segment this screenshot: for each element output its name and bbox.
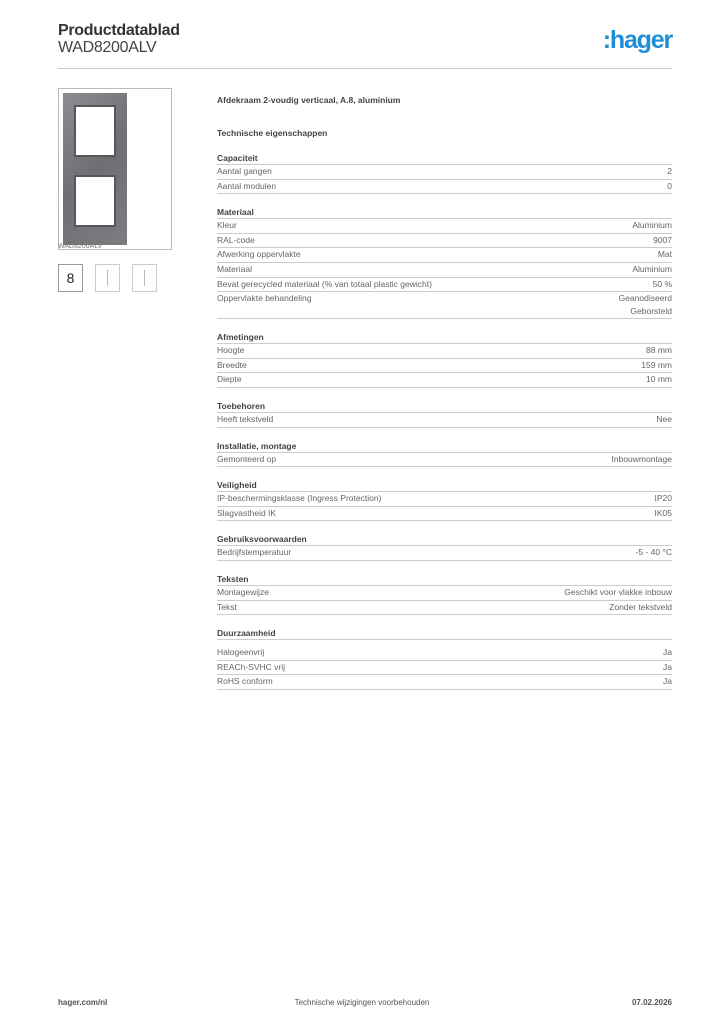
- frame-opening: [74, 175, 116, 227]
- spec-section: [217, 627, 672, 690]
- spec-label: Tekst: [217, 601, 237, 612]
- spec-section: [217, 206, 672, 319]
- spec-value: Geschikt voor vlakke inbouw: [564, 586, 672, 597]
- spec-section: [217, 533, 672, 561]
- spec-row: [217, 165, 672, 180]
- spec-label: Halogeenvrij: [217, 647, 265, 658]
- spec-value: Zonder tekstveld: [609, 601, 672, 612]
- spec-value: 159 mm: [641, 359, 672, 370]
- spec-row: [217, 675, 672, 690]
- spec-value: 88 mm: [646, 345, 672, 356]
- section-heading: Veiligheid: [217, 479, 672, 492]
- page-title: Productdatablad: [58, 22, 180, 39]
- spec-section: [217, 400, 672, 428]
- header-divider: [58, 68, 672, 69]
- spec-value: IK05: [654, 507, 672, 518]
- spec-value: IP20: [654, 493, 672, 504]
- spec-row: [217, 586, 672, 601]
- spec-row: [217, 646, 672, 661]
- spec-row: [217, 248, 672, 263]
- spec-row: [217, 546, 672, 561]
- section-heading: Capaciteit: [217, 152, 672, 165]
- spec-value: 50 %: [652, 278, 672, 289]
- spec-value: Geanodiseerd Geborsteld: [618, 293, 672, 317]
- spec-row: [217, 359, 672, 374]
- spec-row: [217, 219, 672, 234]
- tech-heading: Technische eigenschappen: [217, 128, 328, 138]
- spec-value: Ja: [663, 676, 672, 687]
- spec-label: IP-beschermingsklasse (Ingress Protection): [217, 493, 382, 504]
- spec-label: RoHS conform: [217, 676, 273, 687]
- spec-row: [217, 278, 672, 293]
- section-heading: Gebruiksvoorwaarden: [217, 533, 672, 546]
- spec-section: [217, 479, 672, 521]
- frame-opening: [74, 105, 116, 157]
- spec-row: [217, 263, 672, 278]
- thumbnail-side-2[interactable]: [132, 264, 157, 292]
- spec-label: Materiaal: [217, 263, 252, 274]
- spec-row: [217, 492, 672, 507]
- spec-label: Diepte: [217, 374, 242, 385]
- spec-label: Afwerking oppervlakte: [217, 249, 301, 260]
- spec-label: Aantal modulen: [217, 180, 277, 191]
- spec-content: [217, 95, 672, 690]
- product-image: [58, 88, 172, 250]
- spec-value: Nee: [656, 413, 672, 424]
- spec-row: [217, 507, 672, 522]
- spec-value: Ja: [663, 661, 672, 672]
- spec-label: Gemonteerd op: [217, 453, 277, 464]
- spec-section: [217, 331, 672, 388]
- section-heading: Afmetingen: [217, 331, 672, 344]
- spec-label: REACh-SVHC vrij: [217, 661, 286, 672]
- spec-row: [217, 373, 672, 388]
- thumbnail-front[interactable]: [58, 264, 83, 292]
- spec-label: Bevat gerecycled materiaal (% van totaal plastic gewicht): [217, 278, 432, 289]
- thumbnail-label: 8: [66, 270, 75, 286]
- spec-row: [217, 601, 672, 616]
- thumbnail-side[interactable]: [95, 264, 120, 292]
- spec-section: [217, 440, 672, 468]
- spec-value: Ja: [663, 647, 672, 658]
- thumbnail-strip: [58, 264, 157, 292]
- section-heading: Installatie, montage: [217, 440, 672, 453]
- hager-logo: :hager: [602, 26, 672, 54]
- spec-label: Breedte: [217, 359, 247, 370]
- spec-label: RAL-code: [217, 234, 255, 245]
- spec-label: Bedrijfstemperatuur: [217, 547, 292, 558]
- footer-disclaimer: Technische wijzigingen voorbehouden: [294, 998, 430, 1007]
- spec-value: Aluminium: [632, 263, 672, 274]
- spec-value: 9007: [653, 234, 672, 245]
- spec-value: 0: [667, 180, 672, 191]
- cover-frame-picture: [63, 93, 127, 245]
- spec-row: [217, 413, 672, 428]
- spec-sections: [217, 152, 672, 690]
- spec-label: Kleur: [217, 220, 237, 231]
- side-view-icon: [144, 270, 145, 286]
- spec-value: -5 - 40 °C: [635, 547, 672, 558]
- spec-row: [217, 180, 672, 195]
- spec-label: Oppervlakte behandeling: [217, 293, 312, 304]
- spec-row: [217, 453, 672, 468]
- footer-date: 07.02.2026: [631, 998, 672, 1007]
- spec-row: [217, 234, 672, 249]
- section-heading: Duurzaamheid: [217, 627, 672, 640]
- spec-label: Montagewijze: [217, 586, 269, 597]
- spec-label: Slagvastheid IK: [217, 507, 277, 518]
- side-view-icon: [107, 270, 108, 286]
- spec-row: [217, 292, 672, 319]
- spec-section: [217, 152, 672, 194]
- section-heading: Toebehoren: [217, 400, 672, 413]
- spec-label: Heeft tekstveld: [217, 413, 274, 424]
- spec-value: Aluminium: [632, 220, 672, 231]
- section-heading: Materiaal: [217, 206, 672, 219]
- spec-label: Hoogte: [217, 345, 245, 356]
- footer-website[interactable]: hager.com/nl: [58, 998, 108, 1007]
- spec-label: Aantal gangen: [217, 166, 272, 176]
- product-code: WAD8200ALV: [58, 39, 157, 56]
- image-caption: WAD8200ALV: [58, 243, 103, 250]
- spec-value: Mat: [657, 249, 672, 260]
- spec-value: 10 mm: [646, 374, 672, 385]
- product-name: Afdekraam 2-voudig verticaal, A.8, aluminium: [217, 95, 401, 105]
- section-heading: Teksten: [217, 573, 672, 586]
- spec-row: [217, 661, 672, 676]
- spec-value: Inbouwmontage: [611, 453, 672, 464]
- spec-section: [217, 573, 672, 615]
- spec-value: 2: [667, 166, 672, 176]
- spec-row: [217, 344, 672, 359]
